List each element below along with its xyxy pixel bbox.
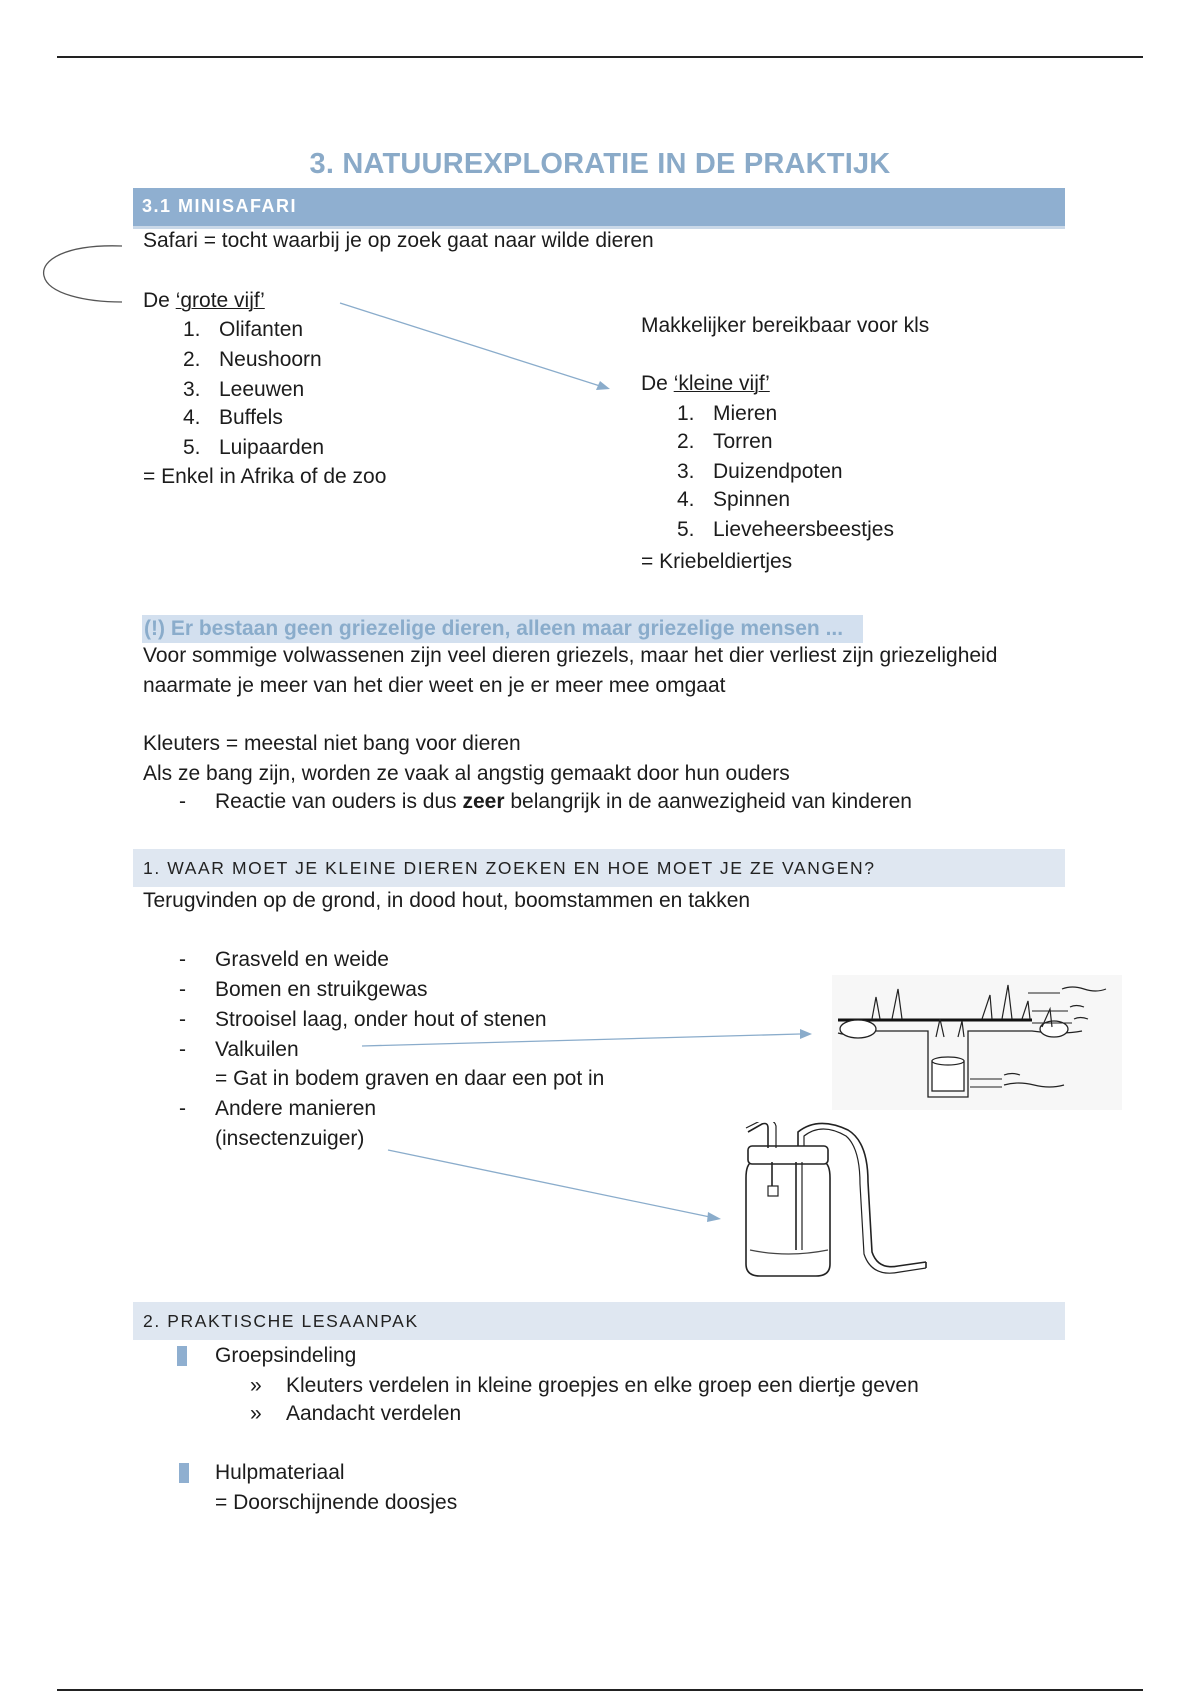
habitat-item: - Strooisel laag, onder hout of stenen [179,1008,547,1031]
paragraph-line: naarmate je meer van het dier weet en je er meer mee omgaat [143,674,726,697]
habitat-item: - Bomen en struikgewas [179,978,428,1001]
small-five-intro: Makkelijker bereikbaar voor kls [641,314,930,337]
small-five-item: 3. Duizendpoten [677,460,843,483]
big-five-item: 1. Olifanten [183,318,304,341]
material-note: = Doorschijnende doosjes [215,1491,458,1514]
small-five-item: 4. Spinnen [677,488,791,511]
material-title: Hulpmateriaal [215,1461,345,1484]
habitat-item: - Andere manieren [179,1097,377,1120]
paragraph-line: Voor sommige volwassenen zijn veel dieren griezels, maar het dier verliest zijn griezeligheid [143,644,998,667]
small-five-item: 1. Mieren [677,402,778,425]
small-five-item: 2. Torren [677,430,773,453]
group-item: » Aandacht verdelen [250,1402,462,1425]
bullet-square [179,1463,189,1483]
habitat-item: - Valkuilen [179,1038,299,1061]
subheading-1-label: 1. WAAR MOET JE KLEINE DIEREN ZOEKEN EN HOE MOET JE ZE VANGEN? [143,858,876,878]
page-title: 3. NATUUREXPLORATIE IN DE PRAKTIJK [309,148,891,180]
group-item: » Kleuters verdelen in kleine groepjes en elke groep een diertje geven [250,1374,919,1397]
section-header-label: 3.1 MINISAFARI [142,196,298,216]
highlight-note: (!) Er bestaan geen griezelige dieren, alleen maar griezelige mensen ... [142,615,863,643]
big-five-item: 5. Luipaarden [183,436,325,459]
small-five-item: 5. Lieveheersbeestjes [677,518,894,541]
big-five-item: 2. Neushoorn [183,348,322,371]
reaction-line: - Reactie van ouders is dus zeer belangrijk in de aanwezigheid van kinderen [179,790,912,813]
big-five-heading: De ‘grote vijf’ [143,289,265,312]
small-five-heading: De ‘kleine vijf’ [641,372,770,395]
big-five-note: = Enkel in Afrika of de zoo [143,465,387,488]
safari-definition: Safari = tocht waarbij je op zoek gaat naar wilde dieren [143,229,654,252]
valkuilen-note: = Gat in bodem graven en daar een pot in [215,1067,605,1090]
pitfall-trap-illustration [832,975,1122,1110]
bullet-square [177,1346,187,1366]
big-five-item: 4. Buffels [183,406,283,429]
kleuters-line: Kleuters = meestal niet bang voor dieren [143,732,521,755]
group-title: Groepsindeling [215,1344,357,1367]
small-five-note: = Kriebeldiertjes [641,550,793,573]
sub1-intro: Terugvinden op de grond, in dood hout, boomstammen en takken [143,889,751,912]
subheading-2-label: 2. PRAKTISCHE LESAANPAK [143,1311,419,1331]
other-note: (insectenzuiger) [215,1127,365,1150]
subheading-2 [133,1302,1065,1340]
subheading-1 [133,849,1065,887]
kleuters-line: Als ze bang zijn, worden ze vaak al angstig gemaakt door hun ouders [143,762,790,785]
habitat-item: - Grasveld en weide [179,948,389,971]
insectenzuiger-illustration [738,1122,938,1282]
big-five-item: 3. Leeuwen [183,378,305,401]
